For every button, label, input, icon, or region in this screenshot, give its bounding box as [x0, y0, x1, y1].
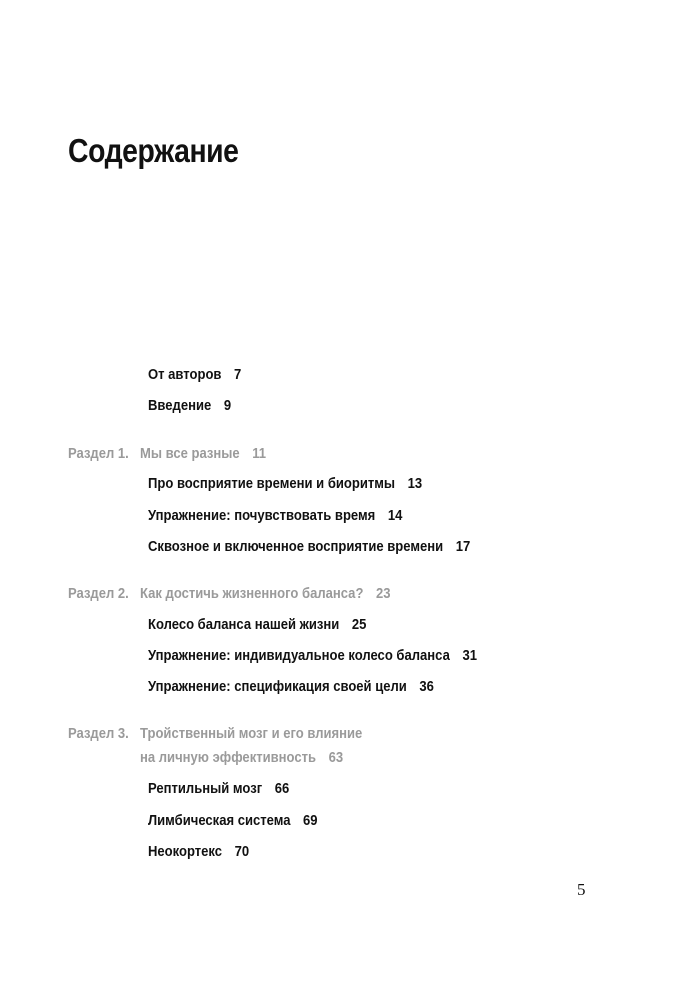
page-folio-number: 5	[577, 880, 586, 899]
toc-page-number: 14	[387, 508, 403, 524]
toc-page-number: 11	[252, 446, 267, 462]
section-label: Раздел 3.	[68, 726, 129, 742]
toc-entry[interactable]	[148, 367, 241, 383]
toc-entry[interactable]	[148, 617, 366, 633]
toc-section-heading[interactable]	[68, 726, 362, 742]
toc-page-number: 36	[419, 679, 434, 695]
toc-entry-title: Упражнение: почувствовать время	[148, 508, 376, 524]
section-label: Раздел 2.	[68, 586, 129, 602]
toc-page-number: 66	[274, 781, 290, 797]
toc-entry-title: От авторов	[148, 367, 222, 383]
toc-entry[interactable]	[148, 679, 434, 695]
toc-entry-title: Введение	[148, 398, 212, 414]
toc-entry[interactable]	[148, 781, 289, 797]
toc-entry-title: Неокортекс	[148, 844, 223, 860]
toc-page-number: 23	[376, 586, 391, 602]
toc-entry[interactable]	[148, 813, 318, 829]
toc-page-number: 31	[462, 648, 477, 664]
toc-page-number: 9	[223, 398, 232, 414]
toc-page-number: 63	[328, 750, 344, 766]
section-title: Мы все разные	[140, 446, 240, 462]
section-title: Как достичь жизненного баланса?	[140, 586, 364, 602]
toc-entry-title: Про восприятие времени и биоритмы	[148, 476, 396, 492]
toc-entry-title: Лимбическая система	[148, 813, 291, 829]
toc-entry[interactable]	[148, 398, 231, 414]
toc-page-number: 25	[351, 617, 367, 633]
toc-entry[interactable]	[148, 648, 477, 664]
page-title: Содержание	[68, 132, 239, 169]
toc-page-number: 70	[234, 844, 250, 860]
toc-section-heading[interactable]	[68, 586, 391, 602]
toc-entry[interactable]	[148, 508, 402, 524]
toc-entry[interactable]	[148, 844, 249, 860]
toc-page-number: 13	[407, 476, 423, 492]
toc-entry-title: Колесо баланса нашей жизни	[148, 617, 340, 633]
toc-entry[interactable]	[148, 476, 422, 492]
toc-page-number: 7	[234, 367, 242, 383]
section-label: Раздел 1.	[68, 446, 129, 462]
toc-section-heading[interactable]	[68, 446, 266, 462]
toc-entry-title: Сквозное и включенное восприятие времени	[148, 539, 444, 555]
toc-page-number: 69	[303, 813, 318, 829]
toc-page-number: 17	[455, 539, 471, 555]
toc-section-heading-continuation[interactable]	[68, 750, 343, 766]
toc-entry-title: Упражнение: спецификация своей цели	[148, 679, 407, 695]
section-title-line1: Тройственный мозг и его влияние	[140, 726, 363, 742]
toc-entry-title: Упражнение: индивидуальное колесо баланса	[148, 648, 450, 664]
section-title-line2: на личную эффективность	[140, 750, 317, 766]
toc-entry-title: Рептильный мозг	[148, 781, 263, 797]
toc-entry[interactable]	[148, 539, 470, 555]
